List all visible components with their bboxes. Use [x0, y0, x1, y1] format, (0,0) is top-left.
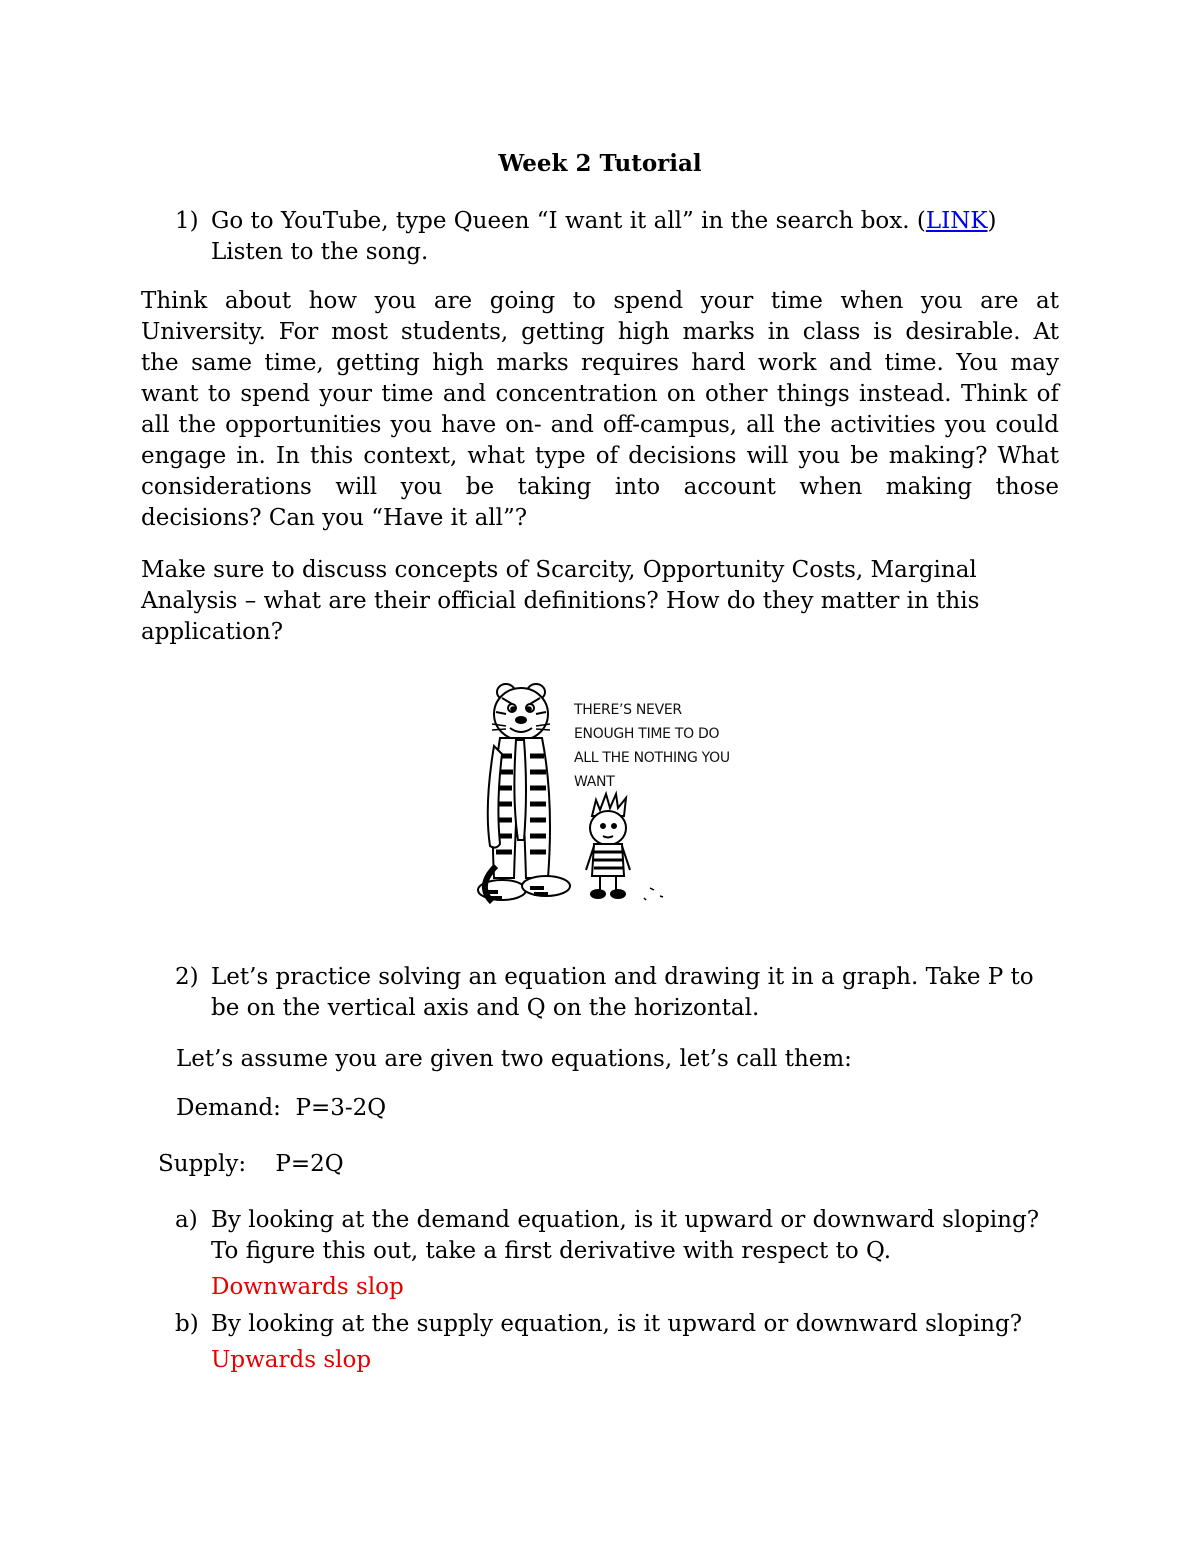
- question-1-line-1-close: ): [987, 208, 997, 234]
- paragraph-line: Think about how you are going to spend your time when you are at: [141, 288, 1059, 314]
- supply-formula: P=2Q: [275, 1151, 344, 1177]
- question-1-text: [211, 206, 997, 268]
- question-2-line-2: be on the vertical axis and Q on the horizontal.: [211, 995, 760, 1021]
- question-1: [175, 206, 1075, 270]
- question-a-label: a): [175, 1207, 198, 1233]
- question-a-text: [211, 1205, 1039, 1303]
- demand-equation: [176, 1093, 776, 1124]
- assume-text: [176, 1044, 1076, 1075]
- supply-equation: [158, 1149, 758, 1180]
- paragraph-line: engage in. In this context, what type of decisions will you be making? What: [141, 443, 1059, 469]
- page-title: Week 2 Tutorial: [498, 150, 702, 177]
- question-b-line-1: By looking at the supply equation, is it upward or downward sloping?: [211, 1311, 1023, 1337]
- paragraph-line: application?: [141, 619, 284, 645]
- question-a-answer: Downwards slop: [211, 1274, 404, 1300]
- paragraph-think: [141, 286, 1059, 534]
- question-2-number: 2): [175, 964, 199, 990]
- hobbes-figure: [478, 684, 570, 902]
- question-1-line-1: Go to YouTube, type Queen “I want it all” in the search box. (: [211, 208, 926, 234]
- paragraph-line: Analysis – what are their official definitions? How do they matter in this: [141, 588, 980, 614]
- paragraph-line: Make sure to discuss concepts of Scarcity, Opportunity Costs, Marginal: [141, 557, 977, 583]
- demand-label: Demand:: [176, 1095, 281, 1121]
- supply-label: Supply:: [158, 1151, 247, 1177]
- question-2: [175, 962, 1075, 1026]
- bubble-line: ENOUGH TIME TO DO: [574, 726, 720, 742]
- question-b: [175, 1309, 1075, 1379]
- question-a-line-1: By looking at the demand equation, is it upward or downward sloping?: [211, 1207, 1040, 1233]
- speech-bubble-text: [573, 702, 730, 790]
- question-2-text: [211, 962, 1034, 1024]
- question-1-number: 1): [175, 208, 199, 234]
- paragraph-line: considerations will you be taking into account when making those: [141, 474, 1059, 500]
- question-a: [175, 1205, 1075, 1305]
- question-1-line-2: Listen to the song.: [211, 239, 429, 265]
- paragraph-line: University. For most students, getting high marks in class is desirable. At: [141, 319, 1059, 345]
- bubble-line: WANT: [574, 774, 615, 790]
- paragraph-concepts: [141, 555, 1059, 648]
- assume-line: Let’s assume you are given two equations, let’s call them:: [176, 1046, 852, 1072]
- calvin-figure: [586, 794, 663, 900]
- question-b-label: b): [175, 1311, 199, 1337]
- youtube-link[interactable]: LINK: [925, 208, 988, 234]
- demand-formula: P=3-2Q: [295, 1095, 387, 1121]
- question-b-answer: Upwards slop: [211, 1347, 372, 1373]
- calvin-hobbes-comic: [460, 676, 760, 921]
- question-b-text: [211, 1309, 1022, 1376]
- paragraph-line: decisions? Can you “Have it all”?: [141, 505, 528, 531]
- bubble-line: ALL THE NOTHING YOU: [574, 750, 730, 766]
- paragraph-line: want to spend your time and concentration on other things instead. Think of: [141, 381, 1059, 407]
- bubble-line: THERE’S NEVER: [574, 702, 682, 718]
- paragraph-line: the same time, getting high marks requires hard work and time. You may: [141, 350, 1059, 376]
- question-a-line-2: To figure this out, take a first derivative with respect to Q.: [211, 1238, 892, 1264]
- question-2-line-1: Let’s practice solving an equation and drawing it in a graph. Take P to: [211, 964, 1034, 990]
- paragraph-line: all the opportunities you have on- and off-campus, all the activities you could: [141, 412, 1059, 438]
